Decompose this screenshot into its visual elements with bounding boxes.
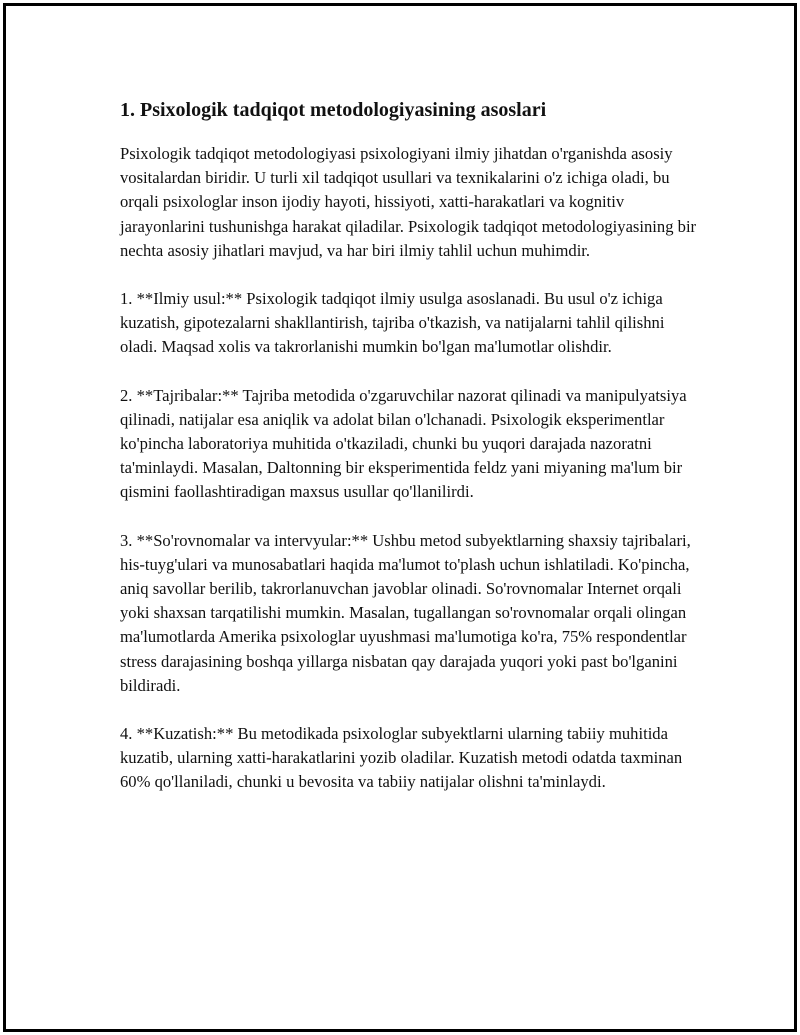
document-body [120, 92, 700, 819]
paragraph-kuzatish: 4. **Kuzatish:** Bu metodikada psixologlar subyektlarni ularning tabiiy muhitida kuzatib, ularning xatti-harakatlarini yozib oladilar. Kuzatish metodi odatda taxminan 60% qo'llaniladi, chunki u bevosita va tabiiy natijalar olishni ta'minlaydi. [120, 724, 683, 792]
paragraph-sorovnomalar: 3. **So'rovnomalar va intervyular:** Ushbu metod subyektlarning shaxsiy tajribalari, his-tuyg'ulari va munosabatlari haqida ma'lumot to'plash uchun ishlatiladi. Ko'pincha, aniq savollar berilib, takrorlanuvchan javoblar olinadi. So'rovnomalar Internet orqali yoki shaxsan tarqatilishi mumkin. Masalan, tugallangan so'rovnomalar orqali olingan ma'lumotlarda Amerika psixologlar uyushmasi ma'lumotiga ko'ra, 75% respondentlar stress darajasining boshqa yillarga nisbatan qay darajada yuqori yoki past bo'lganini bildiradi. [120, 530, 691, 695]
page-frame [3, 3, 797, 1032]
paragraph-ilmiy-usul: 1. **Ilmiy usul:** Psixologik tadqiqot ilmiy usulga asoslanadi. Bu usul o'z ichiga kuzatish, gipotezalarni shakllantirish, tajriba o'tkazish, va natijalarni tahlil qilishni oladi. Maqsad xolis va takrorlanishi mumkin bo'lgan ma'lumotlar olishdir. [120, 289, 665, 357]
paragraph-tajribalar: 2. **Tajribalar:** Tajriba metodida o'zgaruvchilar nazorat qilinadi va manipulyatsiya qilinadi, natijalar esa aniqlik va adolat bilan o'lchanadi. Psixologik eksperimentlar ko'pincha laboratoriya muhitida o'tkaziladi, chunki bu yuqori darajada nazoratni ta'minlaydi. Masalan, Daltonning bir eksperimentida feldz yani miyaning ma'lum bir qismini faollashtiradigan maxsus usullar qo'llanilirdi. [120, 385, 687, 502]
intro-paragraph: Psixologik tadqiqot metodologiyasi psixologiyani ilmiy jihatdan o'rganishda asosiy vositalardan biridir. U turli xil tadqiqot usullari va texnikalarini o'z ichiga oladi, bu orqali psixologlar inson ijodiy hayoti, hissiyoti, xatti-harakatlari va kognitiv jarayonlarini tushunishga harakat qiladilar. Psixologik tadqiqot metodologiyasining bir nechta asosiy jihatlari mavjud, va har biri ilmiy tahlil uchun muhimdir. [120, 144, 697, 260]
page-title: 1. Psixologik tadqiqot metodologiyasining asoslari [120, 99, 547, 121]
